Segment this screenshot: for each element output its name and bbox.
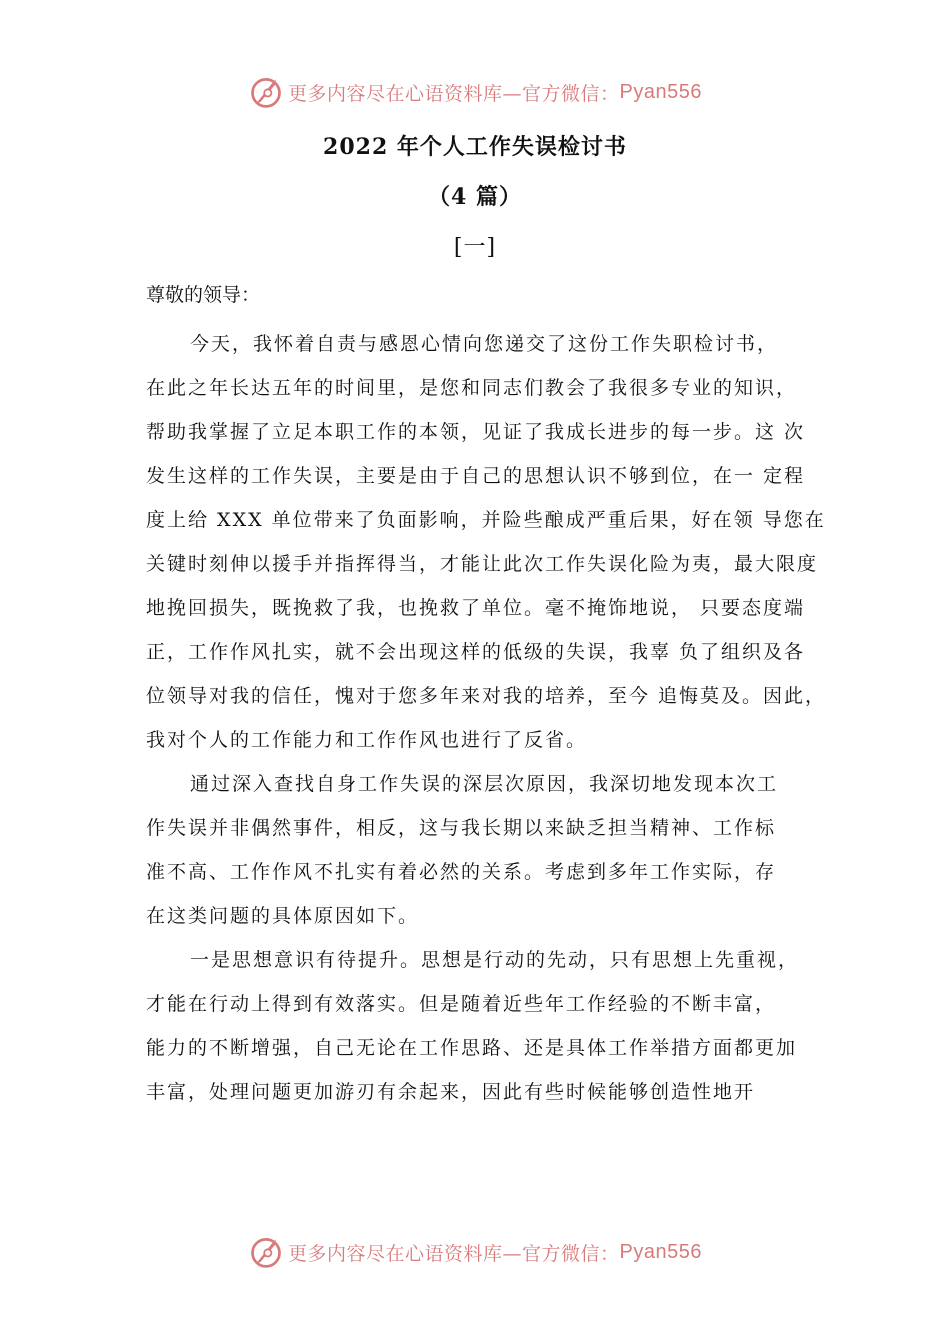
watermark-text: 更多内容尽在心语资料库—官方微信：: [288, 1242, 620, 1265]
text-line: 关键时刻伸以援手并指挥得当，才能让此次工作失误化险为夷，最大限度: [146, 553, 819, 575]
watermark-handle: Pyan556: [619, 1240, 702, 1263]
text-line: 正，工作作风扎实，就不会出现这样的低级的失误，我辜 负了组织及各: [146, 641, 806, 663]
text-line: 发生这样的工作失误，主要是由于自己的思想认识不够到位，在一 定程: [146, 465, 806, 487]
document-body: [146, 322, 836, 1114]
paragraph: [146, 322, 836, 762]
text-line: 帮助我掌握了立足本职工作的本领，见证了我成长进步的每一步。这 次: [146, 421, 806, 443]
text-line: 准不高、工作作风不扎实有着必然的关系。考虑到多年工作实际，存: [146, 861, 777, 883]
text-line: 一是思想意识有待提升。思想是行动的先动，只有思想上先重视，: [190, 949, 800, 971]
document-subtitle: （4 篇）: [428, 184, 522, 210]
quill-pen-logo-icon: [248, 74, 284, 110]
text-line: 位领导对我的信任，愧对于您多年来对我的培养，至今 追悔莫及。因此，: [146, 685, 827, 707]
text-line: 作失误并非偶然事件，相反，这与我长期以来缺乏担当精神、工作标: [146, 817, 777, 839]
text-line: 度上给 XXX 单位带来了负面影响，并险些酿成严重后果，好在领 导您在: [146, 509, 826, 531]
text-line: 地挽回损失，既挽救了我，也挽救了单位。毫不掩饰地说， 只要态度端: [146, 597, 806, 619]
text-line: 通过深入查找自身工作失误的深层次原因，我深切地发现本次工: [190, 773, 779, 795]
watermark-footer: [0, 1234, 950, 1270]
text-line: 在这类问题的具体原因如下。: [146, 905, 420, 927]
text-line: 能力的不断增强，自己无论在工作思路、还是具体工作举措方面都更加: [146, 1037, 798, 1059]
document-title: 2022 年个人工作失误检讨书: [323, 134, 627, 160]
salutation: 尊敬的领导：: [146, 284, 261, 306]
watermark-handle: Pyan556: [619, 80, 702, 103]
watermark-header: [0, 74, 950, 110]
text-line: 今天，我怀着自责与感恩心情向您递交了这份工作失职检讨书，: [190, 333, 779, 355]
text-line: 丰富，处理问题更加游刃有余起来，因此有些时候能够创造性地开: [146, 1081, 756, 1103]
text-line: 才能在行动上得到有效落实。但是随着近些年工作经验的不断丰富，: [146, 993, 777, 1015]
paragraph: [146, 762, 836, 938]
watermark-text: 更多内容尽在心语资料库—官方微信：: [288, 82, 620, 105]
paragraph: [146, 938, 836, 1114]
quill-pen-logo-icon: [248, 1234, 284, 1270]
text-line: 我对个人的工作能力和工作作风也进行了反省。: [146, 729, 588, 751]
text-line: 在此之年长达五年的时间里，是您和同志们教会了我很多专业的知识，: [146, 377, 798, 399]
section-marker: [一]: [453, 235, 497, 260]
